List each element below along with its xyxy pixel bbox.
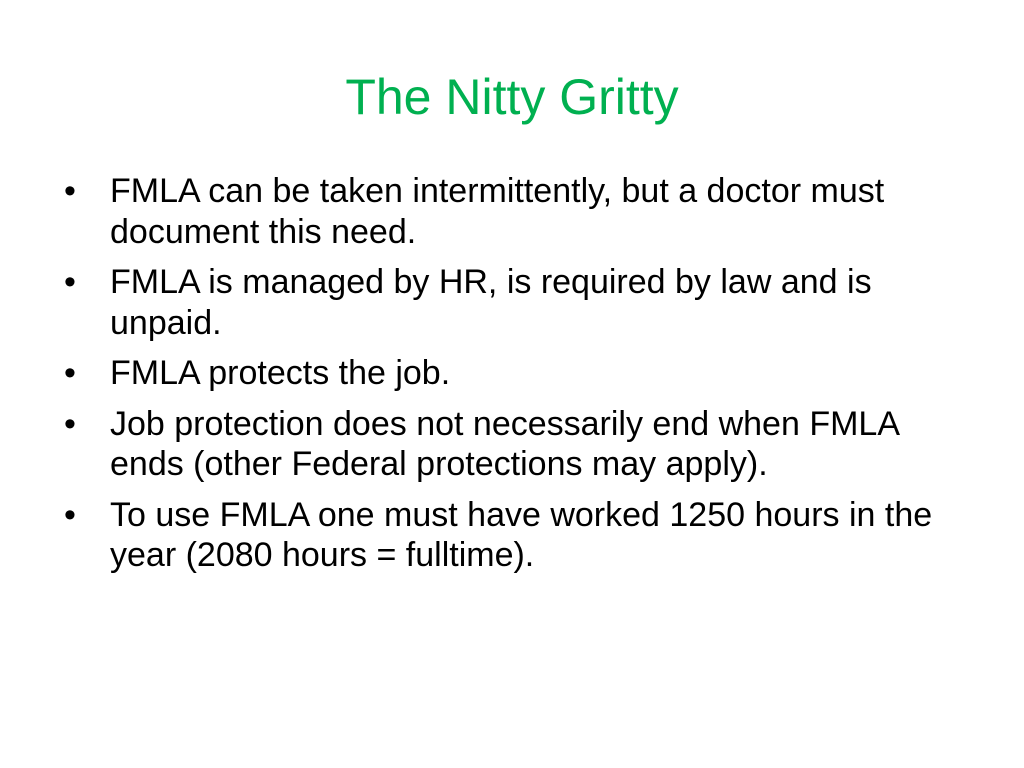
bullet-text: Job protection does not necessarily end when FMLA ends (other Federal protections may apply). (110, 404, 899, 483)
bullet-item (64, 353, 974, 394)
bullet-text: FMLA is managed by HR, is required by law and is unpaid. (110, 263, 872, 342)
bullet-list (64, 171, 974, 586)
bullet-text: FMLA can be taken intermittently, but a doctor must document this need. (110, 172, 885, 251)
bullet-text: To use FMLA one must have worked 1250 hours in the year (2080 hours = fulltime). (110, 495, 933, 574)
bullet-icon: • (64, 263, 76, 301)
bullet-item (64, 495, 974, 576)
slide-title: The Nitty Gritty (345, 69, 679, 125)
bullet-icon: • (64, 354, 76, 392)
bullet-icon: • (64, 172, 76, 210)
bullet-item (64, 262, 974, 343)
bullet-icon: • (64, 404, 76, 443)
bullet-item (64, 171, 974, 252)
bullet-item (64, 404, 974, 485)
bullet-icon: • (64, 495, 76, 534)
bullet-text: FMLA protects the job. (110, 354, 451, 392)
